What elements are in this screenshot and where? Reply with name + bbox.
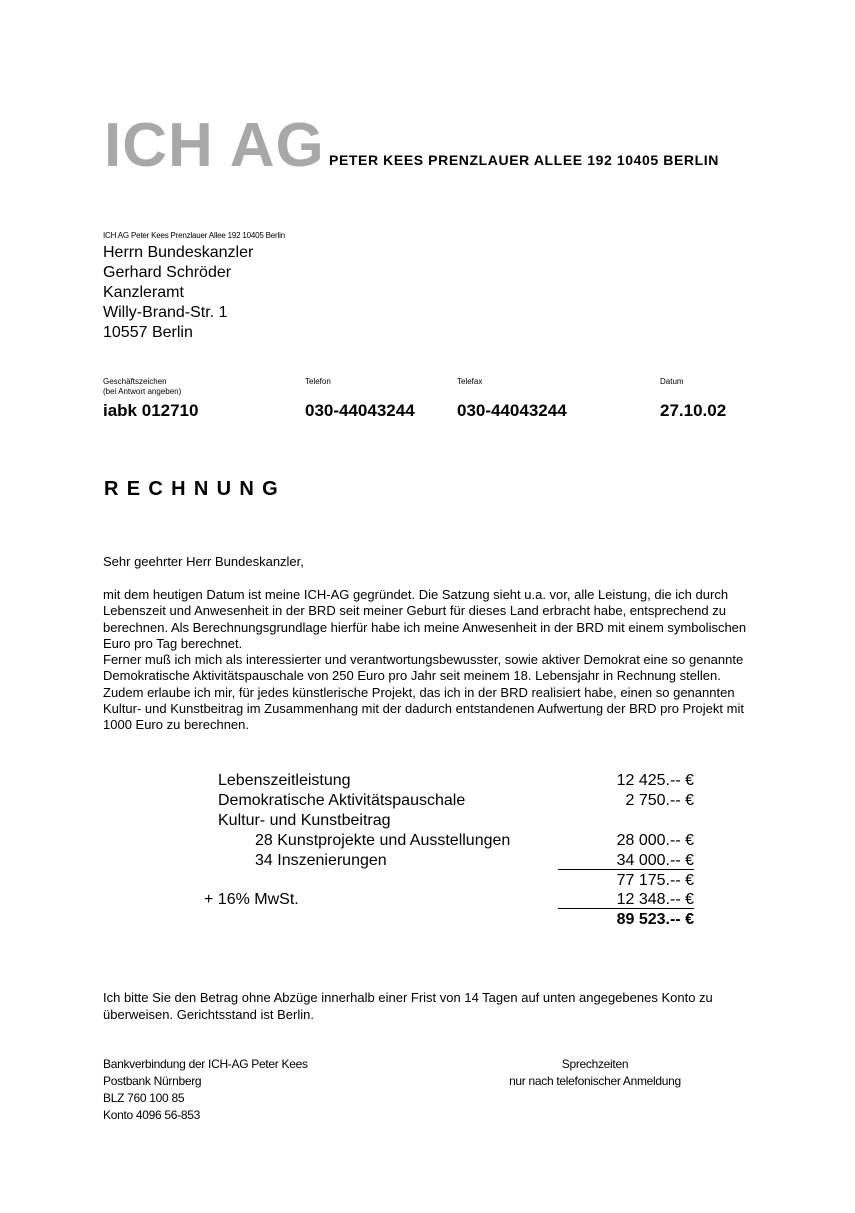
recipient-line: Herrn Bundeskanzler: [103, 244, 254, 261]
office-hours: [500, 1056, 690, 1090]
reference-label: [103, 377, 181, 397]
recipient-line: Willy-Brand-Str. 1: [103, 304, 228, 321]
fax-number: 030-44043244: [457, 401, 567, 420]
letter-date: 27.10.02: [660, 401, 727, 420]
invoice-item-amount: 12 425.-- €: [616, 772, 694, 789]
letterhead-address: PETER KEES PRENZLAUER ALLEE 192 10405 BERLIN: [329, 152, 719, 168]
bank-line: Bankverbindung der ICH-AG Peter Kees: [103, 1057, 308, 1071]
reference-number: iabk 012710: [103, 401, 199, 420]
company-logo: ICH AG: [104, 111, 325, 180]
reference-sublabel-text: (bei Antwort angeben): [103, 387, 182, 396]
recipient-line: 10557 Berlin: [103, 324, 193, 341]
fax-label: Telefax: [457, 377, 483, 386]
invoice-item-label: Kultur- und Kunstbeitrag: [218, 812, 391, 829]
invoice-tax: 12 348.-- €: [616, 891, 694, 908]
bank-line: BLZ 760 100 85: [103, 1091, 185, 1105]
body-paragraph: mit dem heutigen Datum ist meine ICH-AG gegründet. Die Satzung sieht u.a. vor, alle Leistung, die ich durch Lebenszeit und Anwesenheit in der BRD seit meiner Geburt für dieses Land erbracht habe, entsprechend zu berechnen. Als Berechnungsgrundlage hierfür habe ich meine Anwesenheit in der BRD mit einem symbolischen Euro pro Tag berechnet.: [103, 587, 747, 651]
invoice-item-label: Lebenszeitleistung: [218, 772, 351, 789]
bank-details: [103, 1056, 308, 1124]
subtotal-rule: [558, 869, 694, 870]
recipient-address: [103, 243, 253, 343]
bank-line: Konto 4096 56-853: [103, 1108, 200, 1122]
total-rule: [558, 908, 694, 909]
office-hours-text: nur nach telefonischer Anmeldung: [509, 1074, 681, 1088]
reference-label-text: Geschäftszeichen: [103, 377, 167, 386]
office-hours-title: Sprechzeiten: [561, 1057, 629, 1071]
invoice-total: 89 523.-- €: [616, 911, 694, 928]
invoice-item-label: Demokratische Aktivitätspauschale: [218, 792, 466, 809]
tax-label: + 16% MwSt.: [204, 891, 299, 908]
invoice-item-amount: 2 750.-- €: [625, 792, 694, 809]
invoice-subtotal: 77 175.-- €: [616, 872, 694, 889]
letter-body: [103, 587, 763, 734]
invoice-subitem-label: 34 Inszenierungen: [255, 852, 387, 869]
invoice-item-amount: 28 000.-- €: [616, 832, 694, 849]
date-label: Datum: [660, 377, 684, 386]
phone-number: 030-44043244: [305, 401, 415, 420]
bank-line: Postbank Nürnberg: [103, 1074, 202, 1088]
document-title: RECHNUNG: [104, 478, 286, 500]
recipient-line: Kanzleramt: [103, 284, 184, 301]
body-paragraph: Zudem erlaube ich mir, für jedes künstlerische Projekt, das ich in der BRD realisiert habe, einen so genannten Kultur- und Kunstbeitrag im Zusammenhang mit der dadurch entstandenen Aufwertung der BRD pro Projekt mit 1000 Euro zu berechnen.: [103, 684, 744, 733]
phone-label: Telefon: [305, 377, 331, 386]
salutation: Sehr geehrter Herr Bundeskanzler,: [103, 554, 304, 569]
sender-return-line: ICH AG Peter Kees Prenzlauer Allee 192 10405 Berlin: [103, 231, 285, 240]
closing-text: Ich bitte Sie den Betrag ohne Abzüge innerhalb einer Frist von 14 Tagen auf unten angegebenes Konto zu überweisen. Gerichtsstand ist Berlin.: [103, 990, 713, 1022]
body-paragraph: Ferner muß ich mich als interessierter und verantwortungsbewusster, sowie aktiver Demokrat eine so genannte Demokratische Aktivitätspauschale von 250 Euro pro Jahr seit meinem 18. Lebensjahr in Rechnung stellen.: [103, 652, 744, 684]
invoice-subitem-label: 28 Kunstprojekte und Ausstellungen: [255, 832, 511, 849]
recipient-line: Gerhard Schröder: [103, 264, 232, 281]
invoice-item-amount: 34 000.-- €: [616, 852, 694, 869]
